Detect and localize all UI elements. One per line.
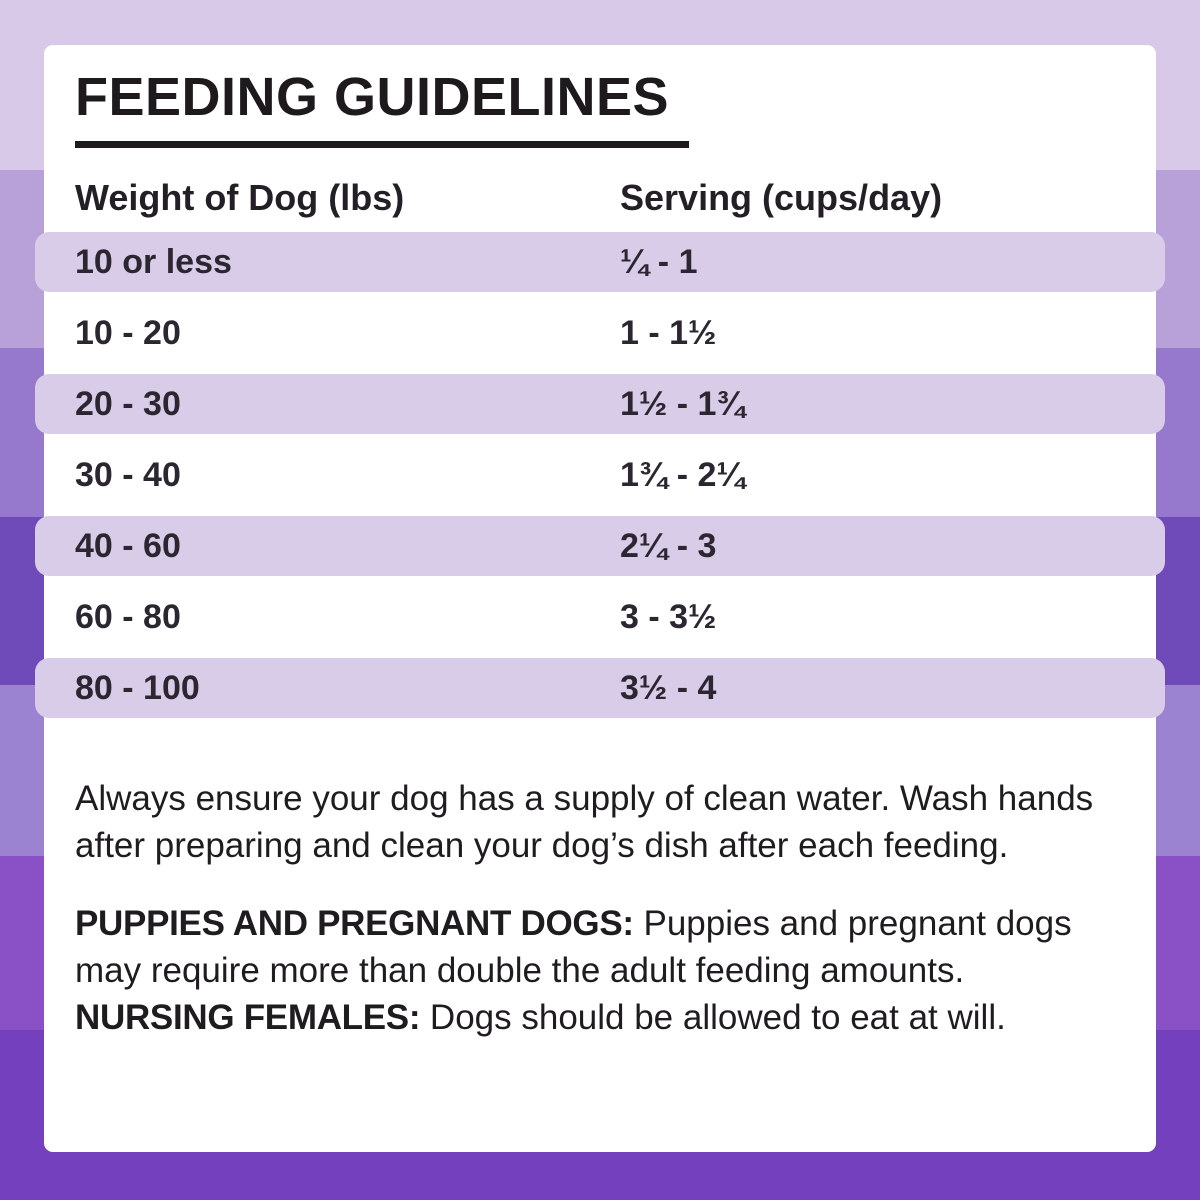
table-row xyxy=(35,374,1165,434)
table-row xyxy=(35,516,1165,576)
serving-cell: 1¾ - 2¼ xyxy=(620,455,745,494)
weight-cell: 30 - 40 xyxy=(75,455,181,494)
water-note: Always ensure your dog has a supply of clean water. Wash hands after preparing and clean your dog’s dish after each feeding. xyxy=(75,779,1094,865)
weight-cell: 40 - 60 xyxy=(75,526,181,565)
puppies-label: PUPPIES AND PREGNANT DOGS: xyxy=(75,904,634,943)
serving-cell: 2¼ - 3 xyxy=(620,526,717,565)
title-underline xyxy=(75,141,689,148)
special-feeding-note xyxy=(75,900,1117,1041)
weight-cell: 60 - 80 xyxy=(75,597,181,636)
serving-cell: 1 - 1½ xyxy=(620,313,717,352)
table-row xyxy=(44,445,1120,505)
serving-column-header: Serving (cups/day) xyxy=(620,177,943,218)
weight-cell: 10 or less xyxy=(75,242,232,281)
puppies-text: Puppies and pregnant dogs may require more than double the adult feeding amounts. xyxy=(75,904,1072,990)
page-title: FEEDING GUIDELINES xyxy=(75,67,670,127)
table-row xyxy=(35,658,1165,718)
serving-cell: ¼ - 1 xyxy=(620,242,698,281)
nursing-text: Dogs should be allowed to eat at will. xyxy=(420,998,1006,1037)
nursing-label: NURSING FEMALES: xyxy=(75,998,421,1037)
weight-column-header: Weight of Dog (lbs) xyxy=(75,177,405,218)
table-row xyxy=(35,232,1165,292)
serving-cell: 3 - 3½ xyxy=(620,597,717,636)
notes-section xyxy=(75,775,1117,1041)
table-row xyxy=(44,587,1120,647)
weight-cell: 80 - 100 xyxy=(75,668,200,707)
serving-cell: 1½ - 1¾ xyxy=(620,384,745,423)
table-row xyxy=(44,303,1120,363)
feeding-table xyxy=(44,232,1120,718)
weight-cell: 20 - 30 xyxy=(75,384,181,423)
serving-cell: 3½ - 4 xyxy=(620,668,717,707)
table-header-row xyxy=(44,176,1120,220)
weight-cell: 10 - 20 xyxy=(75,313,181,352)
feeding-guidelines-card xyxy=(44,45,1156,1152)
